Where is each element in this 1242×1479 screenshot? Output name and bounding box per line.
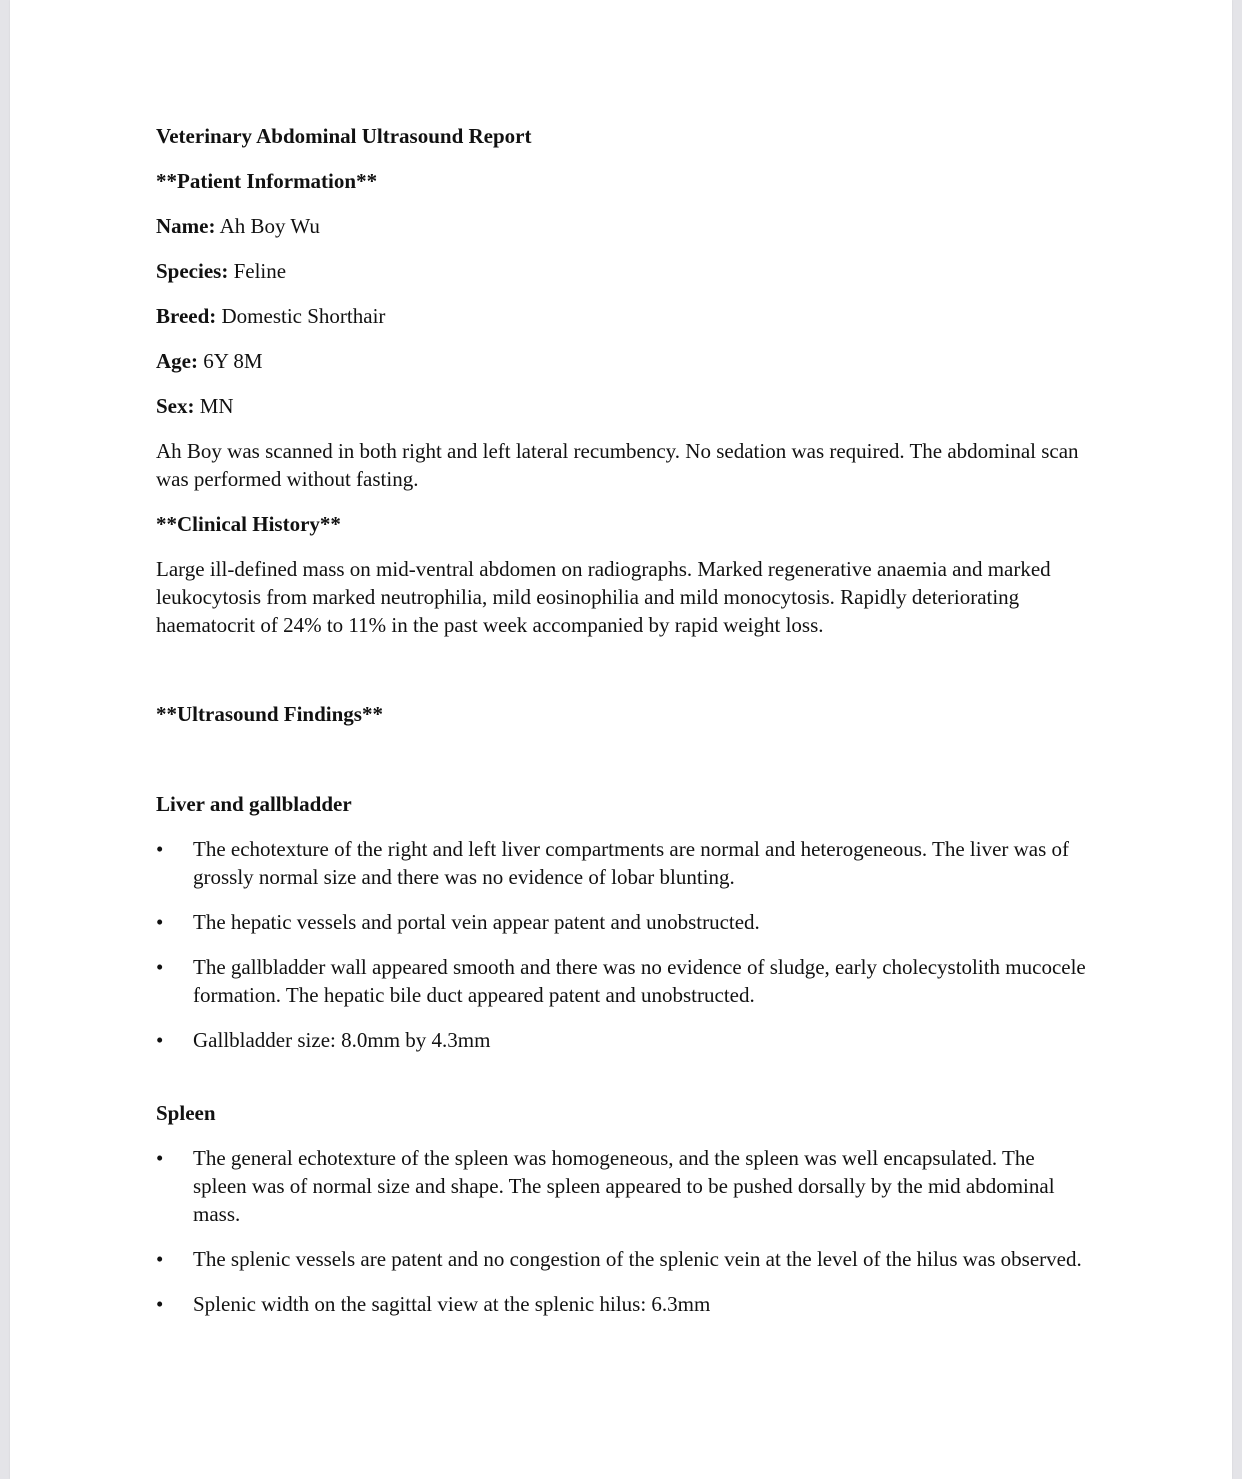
section-heading-liver: Liver and gallbladder xyxy=(156,792,352,816)
list-item xyxy=(156,1144,1086,1228)
list-item-text: The echotexture of the right and left liver compartments are normal and heterogeneous. The liver was of grossly normal size and there was no evidence of lobar blunting. xyxy=(193,837,1070,889)
bullet-icon: • xyxy=(156,1028,164,1052)
patient-sex-row xyxy=(156,392,1086,420)
document-content xyxy=(156,122,1086,1335)
patient-breed-row xyxy=(156,302,1086,330)
field-label: Breed: xyxy=(156,304,217,328)
list-item-text: The splenic vessels are patent and no congestion of the splenic vein at the level of the hilus was observed. xyxy=(193,1247,1082,1271)
field-value: Ah Boy Wu xyxy=(219,214,320,238)
list-item xyxy=(156,835,1086,891)
list-item xyxy=(156,908,1086,936)
field-label: Sex: xyxy=(156,394,195,418)
patient-age-row xyxy=(156,347,1086,375)
field-label: Age: xyxy=(156,349,198,373)
field-value: MN xyxy=(199,394,234,418)
section-heading-spleen: Spleen xyxy=(156,1101,216,1125)
bullet-icon: • xyxy=(156,1146,164,1170)
document-page xyxy=(10,0,1232,1479)
bullet-icon: • xyxy=(156,955,164,979)
list-item-text: Gallbladder size: 8.0mm by 4.3mm xyxy=(193,1028,491,1052)
patient-info-heading: **Patient Information** xyxy=(156,169,378,193)
scan-note-paragraph: Ah Boy was scanned in both right and left lateral recumbency. No sedation was required. The abdominal scan was performed without fasting. xyxy=(156,439,1079,491)
bullet-icon: • xyxy=(156,1292,164,1316)
bullet-icon: • xyxy=(156,910,164,934)
list-item-text: The general echotexture of the spleen was homogeneous, and the spleen was well encapsulated. The spleen was of normal size and shape. The spleen appeared to be pushed dorsally by the mid abdominal mass. xyxy=(193,1146,1055,1226)
bullet-icon: • xyxy=(156,1247,164,1271)
list-item-text: Splenic width on the sagittal view at the splenic hilus: 6.3mm xyxy=(193,1292,711,1316)
list-item xyxy=(156,1245,1086,1273)
field-value: Feline xyxy=(233,259,287,283)
document-title: Veterinary Abdominal Ultrasound Report xyxy=(156,124,532,148)
liver-findings-list xyxy=(156,835,1086,1054)
field-value: 6Y 8M xyxy=(203,349,263,373)
spleen-findings-list xyxy=(156,1144,1086,1318)
bullet-icon: • xyxy=(156,837,164,861)
field-label: Name: xyxy=(156,214,216,238)
list-item xyxy=(156,1026,1086,1054)
field-label: Species: xyxy=(156,259,229,283)
findings-heading: **Ultrasound Findings** xyxy=(156,702,383,726)
patient-species-row xyxy=(156,257,1086,285)
list-item-text: The hepatic vessels and portal vein appear patent and unobstructed. xyxy=(193,910,760,934)
list-item-text: The gallbladder wall appeared smooth and there was no evidence of sludge, early cholecystolith mucocele formation. The hepatic bile duct appeared patent and unobstructed. xyxy=(193,955,1086,1007)
list-item xyxy=(156,953,1086,1009)
clinical-history-heading: **Clinical History** xyxy=(156,512,341,536)
field-value: Domestic Shorthair xyxy=(221,304,386,328)
list-item xyxy=(156,1290,1086,1318)
clinical-history-paragraph: Large ill-defined mass on mid-ventral abdomen on radiographs. Marked regenerative anaemia and marked leukocytosis from marked neutrophilia, mild eosinophilia and mild monocytosis. Rapidly deteriorating haematocrit of 24% to 11% in the past week accompanied by rapid weight loss. xyxy=(156,557,1051,637)
patient-name-row xyxy=(156,212,1086,240)
